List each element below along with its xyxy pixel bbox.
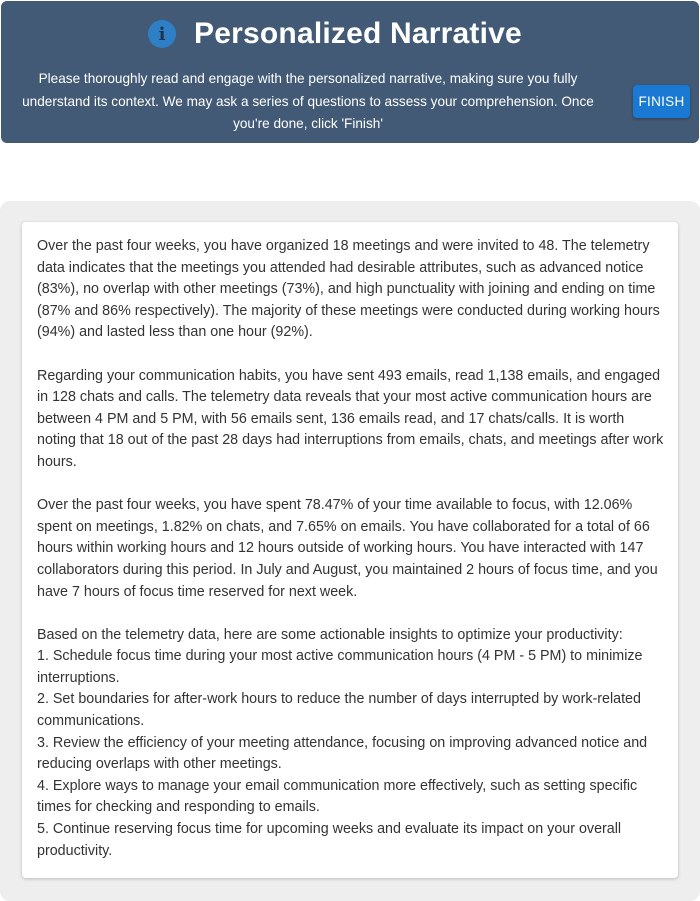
insight-item: 3. Review the efficiency of your meeting attendance, focusing on improving advanced notice and reducing overlaps with other meetings. [37,734,648,773]
narrative-paragraph-focus: Over the past four weeks, you have spent 78.47% of your time available to focus, with 12.06% spent on meetings, 1.82% on chats, and 7.65% on emails. You have collaborated for a total of 66 hours within working hours and 12 hours outside of working hours. You have interacted with 147 collaborators during this period. In July and August, you maintained 2 hours of focus time, and you have 7 hours of focus time reserved for next week. [37,497,658,600]
narrative-paragraph-communication: Regarding your communication habits, you have sent 493 emails, read 1,138 emails, and engaged in 128 chats and calls. The telemetry data reveals that your most active communication hours are between 4 PM and 5 PM, with 56 emails sent, 136 emails read, and 17 chats/calls. It is worth noting that 18 out of the past 28 days had interruptions from emails, chats, and meetings after work hours. [37,367,664,470]
narrative-paragraph-meetings: Over the past four weeks, you have organized 18 meetings and were invited to 48. The telemetry data indicates that the meetings you attended had desirable attributes, such as advanced notice (83%), no overlap with other meetings (73%), and high punctuality with joining and ending on time (87% and 86% respectively). The majority of these meetings were conducted during working hours (94%) and lasted less than one hour (92%). [37,238,660,341]
title-row [1,16,699,52]
page-title: Personalized Narrative [194,17,522,50]
info-icon: i [148,20,176,48]
insight-item: 4. Explore ways to manage your email communication more effectively, such as setting specific times for checking and responding to emails. [37,777,638,816]
finish-button[interactable]: FINISH [633,85,690,118]
instructions-header [1,1,699,143]
narrative-text [37,236,667,862]
insight-item: 1. Schedule focus time during your most active communication hours (4 PM - 5 PM) to minimize interruptions. [37,648,643,686]
insight-item: 2. Set boundaries for after-work hours to reduce the number of days interrupted by work-related communications. [37,691,641,730]
insights-section [37,625,667,863]
instructions-text: Please thoroughly read and engage with the personalized narrative, making sure you fully understand its context. We may ask a series of questions to assess your comprehension. Once you're done, click 'Finish' [22,71,594,131]
insight-item: 5. Continue reserving focus time for upcoming weeks and evaluate its impact on your overall productivity. [37,821,622,859]
insights-intro: Based on the telemetry data, here are some actionable insights to optimize your productivity: [37,626,623,643]
